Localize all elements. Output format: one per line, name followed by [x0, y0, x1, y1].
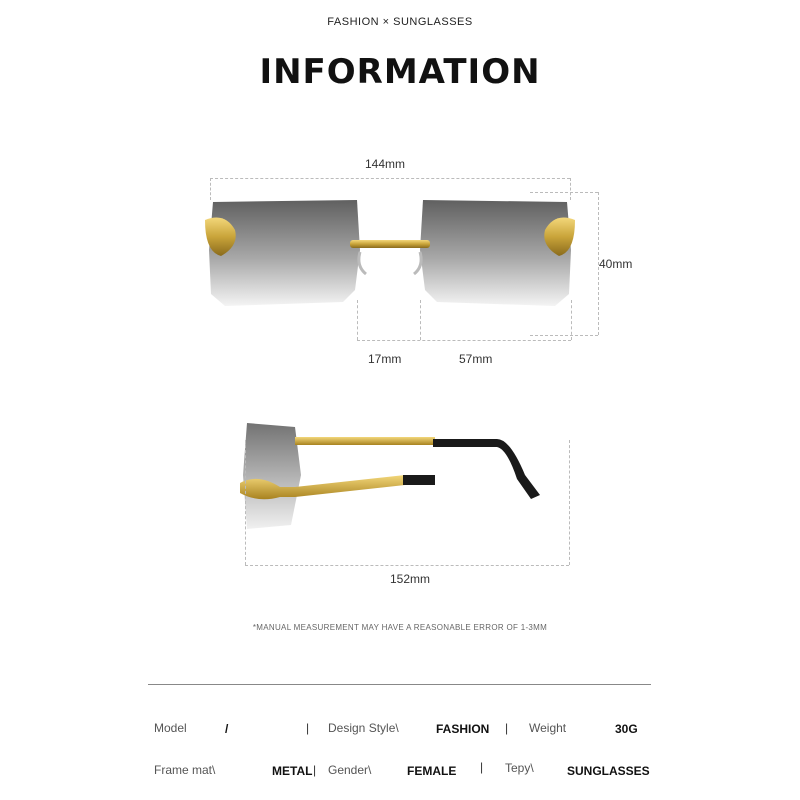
spec-type-value: SUNGLASSES: [567, 764, 650, 778]
spec-weight-label: Weight: [529, 721, 567, 735]
lens-width-label: 57mm: [459, 352, 493, 366]
temple-length-label: 152mm: [390, 572, 431, 586]
measurement-note: *MANUAL MEASUREMENT MAY HAVE A REASONABLE ERROR OF 1-3MM: [252, 623, 548, 632]
brand-tagline: FASHION × SUNGLASSES: [327, 16, 473, 28]
page-title: INFORMATION: [259, 52, 541, 92]
side-temple-lower-tip: [403, 475, 435, 485]
side-length-line: [245, 565, 569, 566]
frame-width-label: 144mm: [365, 157, 406, 171]
spec-model-label: Model: [154, 721, 187, 735]
side-temple-upper-gold: [295, 437, 435, 445]
spec-separator: |: [306, 721, 310, 735]
bridge-lens-line: [357, 340, 571, 341]
sunglasses-side-image: [235, 415, 565, 545]
left-lens: [209, 200, 360, 306]
frame-width-line: [210, 178, 570, 179]
spec-type-label: Tepy\: [505, 761, 534, 775]
spec-weight-value: 30G: [615, 722, 638, 736]
bridge: [350, 240, 430, 248]
height-bottom-line: [530, 335, 598, 336]
bridge-width-label: 17mm: [368, 352, 402, 366]
spec-separator: |: [313, 763, 317, 777]
sunglasses-front-image: [195, 190, 585, 330]
spec-design-style-value: FASHION: [436, 722, 490, 736]
frame-height-label: 40mm: [599, 257, 633, 271]
right-lens: [420, 200, 571, 306]
side-tick-right: [569, 440, 570, 565]
side-lens: [243, 423, 301, 529]
spec-frame-material-value: METAL: [272, 764, 313, 778]
spec-design-style-label: Design Style\: [328, 721, 399, 735]
spec-model-value: /: [225, 722, 229, 736]
spec-gender-label: Gender\: [328, 763, 372, 777]
spec-frame-material-label: Frame mat\: [154, 763, 216, 777]
spec-divider: [148, 684, 651, 685]
spec-gender-value: FEMALE: [407, 764, 457, 778]
side-tick-left: [245, 440, 246, 565]
spec-separator: |: [505, 721, 509, 735]
spec-separator: |: [480, 760, 484, 774]
side-temple-upper-tip: [433, 439, 540, 499]
